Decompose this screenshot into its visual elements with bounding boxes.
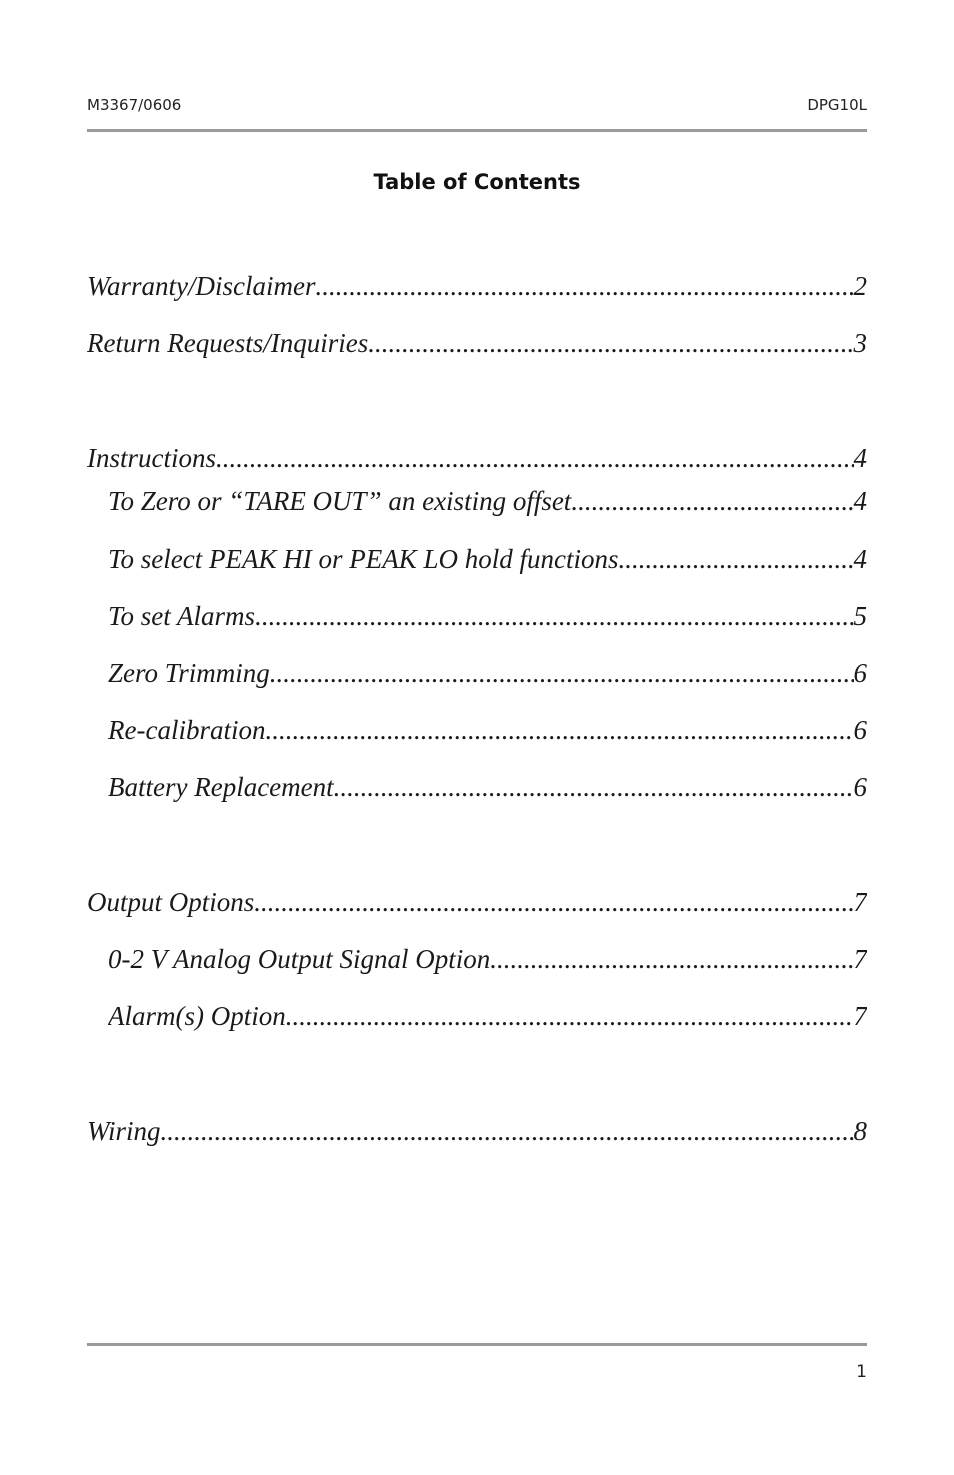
dot-leader bbox=[334, 772, 854, 803]
dot-leader bbox=[316, 271, 854, 302]
model-name: DPG10L bbox=[807, 96, 867, 114]
toc-entry-label: Alarm(s) Option bbox=[108, 1001, 286, 1031]
dot-leader bbox=[265, 715, 853, 746]
toc-entry-page: 7 bbox=[853, 1001, 867, 1031]
toc-entry-label: To select PEAK HI or PEAK LO hold functions bbox=[108, 544, 619, 574]
toc-entry-page: 4 bbox=[853, 443, 867, 473]
dot-leader bbox=[286, 1001, 854, 1032]
toc-entry-warranty[interactable] bbox=[87, 271, 867, 303]
dot-leader bbox=[618, 544, 853, 575]
page-number: 1 bbox=[856, 1362, 867, 1382]
toc-entry-label: Re-calibration bbox=[108, 715, 266, 745]
toc-entry-return-requests[interactable] bbox=[87, 328, 867, 360]
toc-entry-page: 6 bbox=[853, 772, 867, 802]
toc-entry-label: Output Options bbox=[87, 887, 255, 917]
toc-entry-recalibration[interactable] bbox=[108, 715, 867, 747]
toc-entry-tare-out[interactable] bbox=[108, 486, 867, 518]
toc-entry-peak-hold[interactable] bbox=[108, 544, 867, 576]
page-title: Table of Contents bbox=[373, 170, 581, 194]
dot-leader bbox=[270, 658, 854, 689]
toc-entry-page: 7 bbox=[853, 944, 867, 974]
toc-entry-alarm-option[interactable] bbox=[108, 1001, 867, 1033]
toc-entry-set-alarms[interactable] bbox=[108, 601, 867, 633]
toc-entry-page: 6 bbox=[853, 658, 867, 688]
dot-leader bbox=[216, 443, 853, 474]
toc-entry-page: 4 bbox=[853, 486, 867, 516]
toc-entry-page: 4 bbox=[853, 544, 867, 574]
toc-entry-label: To Zero or “TARE OUT” an existing offset bbox=[108, 486, 572, 516]
page-header bbox=[87, 96, 867, 114]
document-code: M3367/0606 bbox=[87, 96, 182, 114]
header-divider bbox=[87, 129, 867, 132]
toc-entry-battery[interactable] bbox=[108, 772, 867, 804]
toc-entry-page: 2 bbox=[853, 271, 867, 301]
toc-entry-page: 5 bbox=[853, 601, 867, 631]
toc-entry-page: 6 bbox=[853, 715, 867, 745]
dot-leader bbox=[368, 328, 853, 359]
dot-leader bbox=[255, 601, 853, 632]
toc-entry-wiring[interactable] bbox=[87, 1116, 867, 1148]
footer-divider bbox=[87, 1343, 867, 1346]
toc-entry-zero-trimming[interactable] bbox=[108, 658, 867, 690]
toc-entry-page: 8 bbox=[853, 1116, 867, 1146]
toc-entry-instructions[interactable] bbox=[87, 443, 867, 475]
toc-entry-label: 0-2 V Analog Output Signal Option bbox=[108, 944, 491, 974]
dot-leader bbox=[161, 1116, 854, 1147]
toc-entry-label: Instructions bbox=[87, 443, 217, 473]
toc-entry-page: 7 bbox=[853, 887, 867, 917]
toc-entry-label: Battery Replacement bbox=[108, 772, 334, 802]
toc-entry-page: 3 bbox=[853, 328, 867, 358]
toc-entry-label: To set Alarms bbox=[108, 601, 256, 631]
dot-leader bbox=[490, 944, 853, 975]
toc-entry-output-options[interactable] bbox=[87, 887, 867, 919]
toc-entry-label: Return Requests/Inquiries bbox=[87, 328, 369, 358]
toc-entry-analog-output[interactable] bbox=[108, 944, 867, 976]
toc-entry-label: Wiring bbox=[87, 1116, 161, 1146]
dot-leader bbox=[571, 486, 853, 517]
toc-entry-label: Warranty/Disclaimer bbox=[87, 271, 316, 301]
dot-leader bbox=[254, 887, 853, 918]
toc-entry-label: Zero Trimming bbox=[108, 658, 270, 688]
